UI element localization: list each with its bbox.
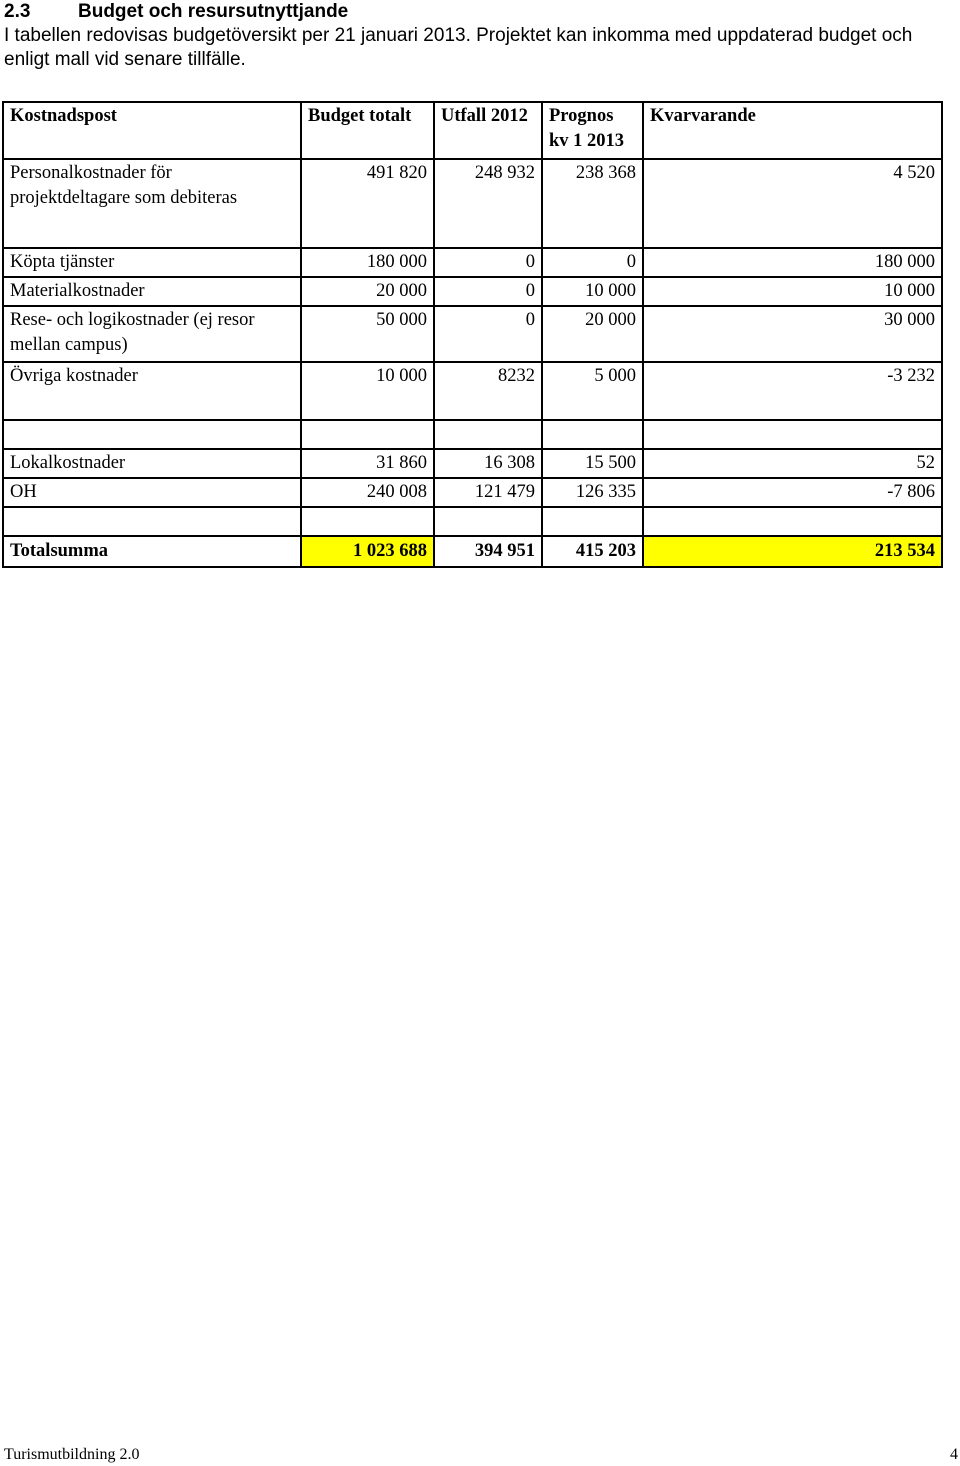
cell-budget: 10 000 — [301, 362, 434, 420]
cell-budget: 31 860 — [301, 449, 434, 478]
total-kvarvarande: 213 534 — [643, 536, 942, 567]
cell-utfall: 0 — [434, 277, 542, 306]
cell-kvarvarande: 4 520 — [643, 159, 942, 248]
header-budget: Budget totalt — [301, 102, 434, 159]
empty-row — [3, 420, 942, 449]
cell-prognos: 126 335 — [542, 478, 643, 507]
section-title: Budget och resursutnyttjande — [78, 1, 349, 22]
cell-prognos: 5 000 — [542, 362, 643, 420]
section-heading — [4, 0, 348, 24]
row-label: Lokalkostnader — [3, 449, 301, 478]
header-kostnadspost: Kostnadspost — [3, 102, 301, 159]
empty-row — [3, 507, 942, 536]
table-row — [3, 159, 942, 248]
table-row — [3, 362, 942, 420]
cell-utfall: 0 — [434, 248, 542, 277]
cell-utfall: 248 932 — [434, 159, 542, 248]
header-kvarvarande: Kvarvarande — [643, 102, 942, 159]
row-label: OH — [3, 478, 301, 507]
total-label: Totalsumma — [3, 536, 301, 567]
cell-prognos: 20 000 — [542, 306, 643, 362]
header-prognos: Prognos kv 1 2013 — [542, 102, 643, 159]
cell-utfall: 0 — [434, 306, 542, 362]
table-row — [3, 306, 942, 362]
table-row — [3, 449, 942, 478]
total-row — [3, 536, 942, 567]
total-budget: 1 023 688 — [301, 536, 434, 567]
cell-kvarvarande: -7 806 — [643, 478, 942, 507]
cell-utfall: 8232 — [434, 362, 542, 420]
section-number: 2.3 — [4, 1, 31, 22]
cell-prognos: 0 — [542, 248, 643, 277]
cell-kvarvarande: 10 000 — [643, 277, 942, 306]
page-number: 4 — [950, 1446, 958, 1463]
cell-budget: 491 820 — [301, 159, 434, 248]
table-row — [3, 277, 942, 306]
cell-budget: 240 008 — [301, 478, 434, 507]
header-utfall: Utfall 2012 — [434, 102, 542, 159]
total-prognos: 415 203 — [542, 536, 643, 567]
row-label: Övriga kostnader — [3, 362, 301, 420]
cell-prognos: 10 000 — [542, 277, 643, 306]
cell-kvarvarande: 180 000 — [643, 248, 942, 277]
budget-table — [2, 101, 943, 568]
row-label: Rese- och logikostnader (ej resor mellan campus) — [3, 306, 301, 362]
cell-prognos: 238 368 — [542, 159, 643, 248]
total-utfall: 394 951 — [434, 536, 542, 567]
cell-utfall: 121 479 — [434, 478, 542, 507]
footer-title: Turismutbildning 2.0 — [4, 1446, 140, 1463]
cell-utfall: 16 308 — [434, 449, 542, 478]
cell-budget: 180 000 — [301, 248, 434, 277]
cell-budget: 50 000 — [301, 306, 434, 362]
row-label: Personalkostnader för projektdeltagare som debiteras — [3, 159, 301, 248]
section-intro: I tabellen redovisas budgetöversikt per 21 januari 2013. Projektet kan inkomma med uppdaterad budget och enligt mall vid senare tillfälle. — [4, 25, 913, 70]
table-row — [3, 478, 942, 507]
row-label: Materialkostnader — [3, 277, 301, 306]
header-row — [3, 102, 942, 159]
cell-prognos: 15 500 — [542, 449, 643, 478]
row-label: Köpta tjänster — [3, 248, 301, 277]
cell-kvarvarande: -3 232 — [643, 362, 942, 420]
cell-budget: 20 000 — [301, 277, 434, 306]
cell-kvarvarande: 52 — [643, 449, 942, 478]
table-row — [3, 248, 942, 277]
cell-kvarvarande: 30 000 — [643, 306, 942, 362]
